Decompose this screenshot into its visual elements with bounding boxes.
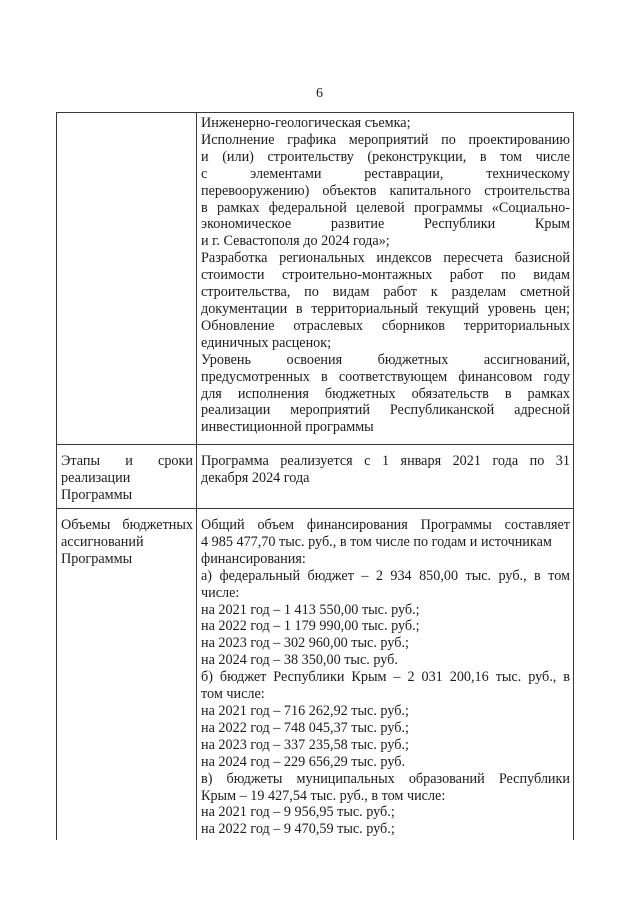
text-line: предусмотренных в соответствующем финансовом году — [201, 368, 570, 385]
text-line: для исполнения бюджетных обязательств в рамках — [201, 385, 570, 402]
text-line: и г. Севастополя до 2024 года»; — [201, 233, 390, 250]
text-line: на 2023 год – 337 235,58 тыс. руб.; — [201, 736, 409, 753]
row-content-cell — [197, 509, 574, 841]
text-line: Инженерно-геологическая съемка; — [201, 115, 411, 131]
row-label-cell — [57, 113, 197, 445]
program-passport-table — [56, 112, 574, 840]
text-line: на 2021 год – 1 413 550,00 тыс. руб.; — [201, 601, 420, 618]
text-line: а) федеральный бюджет – 2 934 850,00 тыс. руб., в том — [201, 567, 570, 584]
row-label-cell — [57, 445, 197, 509]
row-content-cell — [197, 113, 574, 445]
table-row-indicators — [57, 113, 574, 445]
text-line: перевооружению) объектов капитального строительства — [201, 182, 570, 199]
text-line: Исполнение графика мероприятий по проектированию — [201, 131, 570, 148]
text-line: в) бюджеты муниципальных образований Республики — [201, 770, 570, 787]
text-line: документации в территориальный текущий уровень цен; — [201, 300, 570, 317]
text-line: Программа реализуется с 1 января 2021 года по 31 — [201, 453, 570, 469]
text-line: на 2023 год – 302 960,00 тыс. руб.; — [201, 635, 409, 652]
row-content-cell — [197, 445, 574, 509]
text-line: б) бюджет Республики Крым – 2 031 200,16 тыс. руб., в — [201, 669, 570, 686]
row-label-line: Программы — [61, 486, 133, 503]
text-line: на 2022 год – 1 179 990,00 тыс. руб.; — [201, 618, 420, 635]
text-line: Обновление отраслевых сборников территориальных — [201, 317, 570, 334]
text-line: Разработка региональных индексов пересчета базисной — [201, 250, 570, 267]
text-line: стоимости строительно-монтажных работ по видам — [201, 267, 570, 284]
text-line: в рамках федеральной целевой программы «Социально- — [201, 199, 570, 216]
row-label-line: Этапы и сроки — [61, 453, 193, 469]
row-label-line: ассигнований — [61, 533, 144, 550]
table-row-stages — [57, 445, 574, 509]
text-line: на 2022 год – 748 045,37 тыс. руб.; — [201, 719, 409, 736]
text-line: строительства, по видам работ к разделам сметной — [201, 284, 570, 301]
table-row-budget — [57, 509, 574, 841]
row-label-line: Программы — [61, 550, 133, 567]
text-line: декабря 2024 года — [201, 469, 310, 486]
row-label-cell — [57, 509, 197, 841]
text-line: инвестиционной программы — [201, 419, 374, 436]
row-label-line: реализации — [61, 469, 131, 486]
text-line: 4 985 477,70 тыс. руб., в том числе по годам и источникам — [201, 533, 552, 550]
text-line: на 2021 год – 9 956,95 тыс. руб.; — [201, 804, 395, 821]
text-line: Уровень освоения бюджетных ассигнований, — [201, 351, 570, 368]
text-line: на 2024 год – 229 656,29 тыс. руб. — [201, 753, 406, 770]
text-line: единичных расценок; — [201, 334, 332, 351]
text-line: экономическое развитие Республики Крым — [201, 216, 570, 233]
text-line: с элементами реставрации, техническому — [201, 165, 570, 182]
text-line: Крым – 19 427,54 тыс. руб., в том числе: — [201, 787, 446, 804]
text-line: на 2022 год – 9 470,59 тыс. руб.; — [201, 821, 395, 838]
text-line: и (или) строительству (реконструкции, в том числе — [201, 148, 570, 165]
text-line: том числе: — [201, 686, 265, 703]
row-label-line: Объемы бюджетных — [61, 517, 193, 533]
text-line: на 2021 год – 716 262,92 тыс. руб.; — [201, 702, 409, 719]
text-line: реализации мероприятий Республиканской адресной — [201, 402, 570, 419]
page-number: 6 — [316, 86, 323, 101]
text-line: на 2024 год – 38 350,00 тыс. руб. — [201, 652, 398, 669]
text-line: числе: — [201, 584, 240, 601]
text-line: финансирования: — [201, 550, 306, 567]
text-line: Общий объем финансирования Программы составляет — [201, 517, 570, 533]
